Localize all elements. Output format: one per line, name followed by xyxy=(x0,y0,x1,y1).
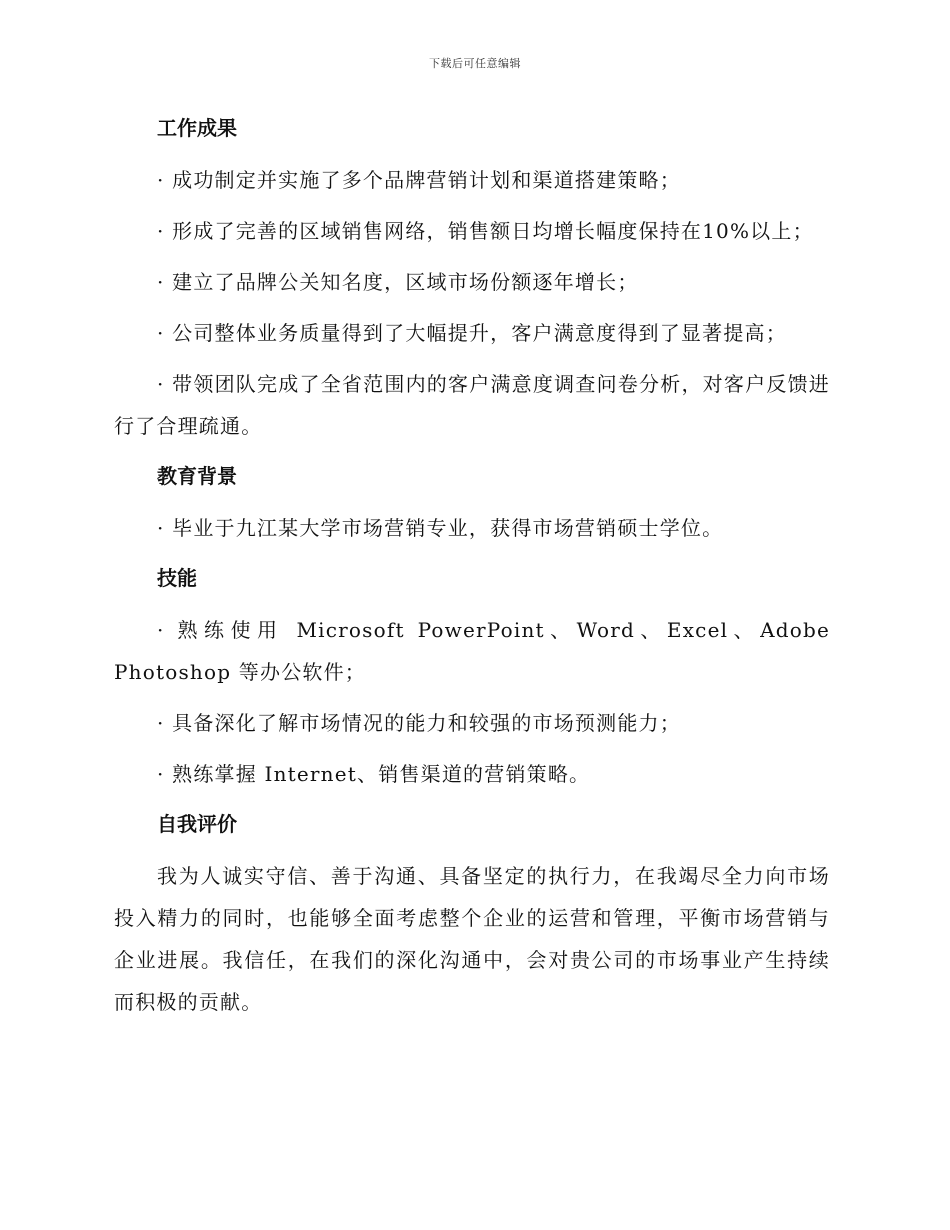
list-item: · 带领团队完成了全省范围内的客户满意度调查问卷分析，对客户反馈进行了合理疏通。 xyxy=(114,372,830,438)
list-item: · 形成了完善的区域销售网络，销售额日均增长幅度保持在10%以上； xyxy=(157,219,814,243)
section-skills xyxy=(114,558,830,795)
page-header: 下载后可任意编辑 xyxy=(429,57,521,70)
list-item: · 建立了品牌公关知名度，区域市场份额逐年增长； xyxy=(157,270,639,294)
section-heading: 自我评价 xyxy=(157,812,237,836)
list-item: · 毕业于九江某大学市场营销专业，获得市场营销硕士学位。 xyxy=(157,516,724,540)
section-heading: 教育背景 xyxy=(157,464,237,488)
list-item: · 熟练掌握 Internet、销售渠道的营销策略。 xyxy=(157,762,591,786)
section-education xyxy=(114,456,830,549)
list-item: · 熟练使用 Microsoft PowerPoint、Word、Excel、Adobe Photoshop 等办公软件； xyxy=(114,618,830,684)
paragraph: 我为人诚实守信、善于沟通、具备坚定的执行力，在我竭尽全力向市场投入精力的同时，也能够全面考虑整个企业的运营和管理，平衡市场营销与企业进展。我信任，在我们的深化沟通中，会对贵公司的市场事业产生持续而积极的贡献。 xyxy=(114,864,830,1014)
list-item: · 成功制定并实施了多个品牌营销计划和渠道搭建策略； xyxy=(157,168,681,192)
section-heading: 工作成果 xyxy=(157,116,237,140)
document-body xyxy=(114,108,830,1032)
list-item: · 具备深化了解市场情况的能力和较强的市场预测能力； xyxy=(157,711,681,735)
section-self-evaluation xyxy=(114,804,830,1023)
section-heading: 技能 xyxy=(157,566,197,590)
list-item: · 公司整体业务质量得到了大幅提升，客户满意度得到了显著提高； xyxy=(157,321,787,345)
section-work-results xyxy=(114,108,830,447)
